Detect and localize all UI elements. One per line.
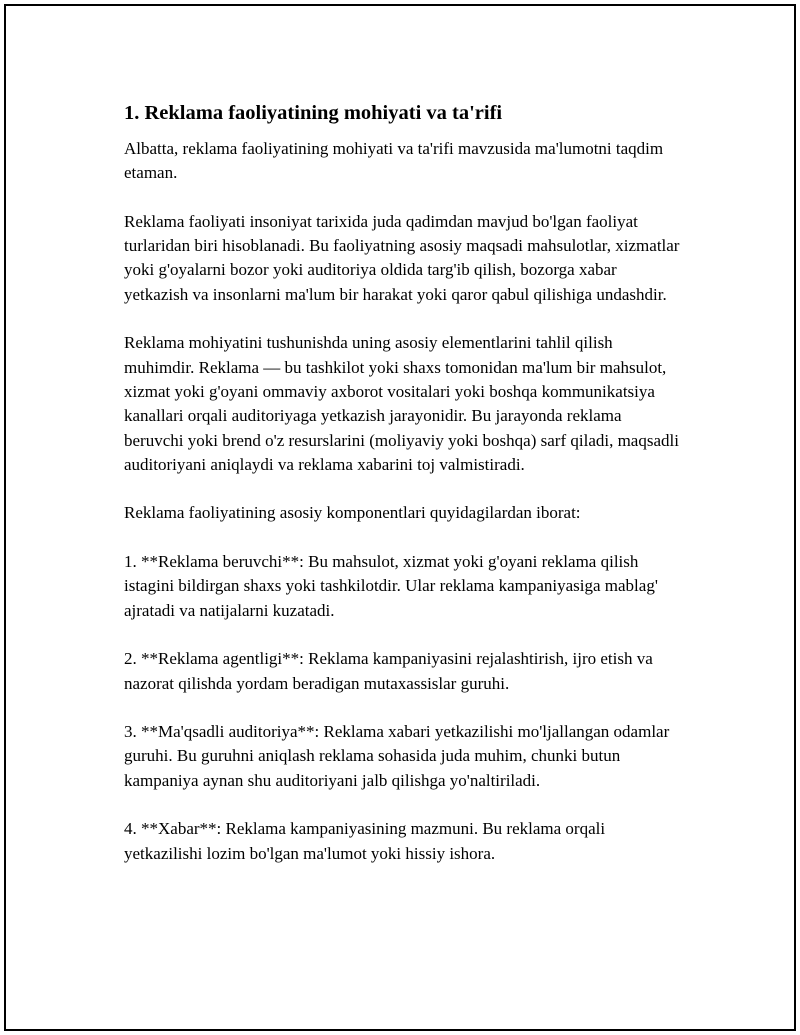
paragraph-components-intro: Reklama faoliyatining asosiy komponentlari quyidagilardan iborat: — [124, 503, 581, 523]
section-heading: 1. Reklama faoliyatining mohiyati va ta'rifi — [124, 102, 503, 124]
list-item-message: 4. **Xabar**: Reklama kampaniyasining mazmuni. Bu reklama orqali yetkazilishi lozim bo'lgan ma'lumot yoki hissiy ishora. — [124, 819, 606, 863]
page-frame — [4, 4, 796, 1031]
paragraph-intro: Albatta, reklama faoliyatining mohiyati va ta'rifi mavzusida ma'lumotni taqdim etaman. — [124, 139, 664, 183]
list-item-advertiser: 1. **Reklama beruvchi**: Bu mahsulot, xizmat yoki g'oyani reklama qilish istagini bildirgan shaxs yoki tashkilotdir. Ular reklama kampaniyasiga mablag' ajratadi va natijalarni kuzatadi. — [124, 552, 658, 620]
list-item-target-audience: 3. **Ma'qsadli auditoriya**: Reklama xabari yetkazilishi mo'ljallangan odamlar guruhi. Bu guruhni aniqlash reklama sohasida juda muhim, chunki butun kampaniya aynan shu auditoriyani jalb qilishga yo'naltiriladi. — [124, 722, 670, 790]
paragraph-essence: Reklama mohiyatini tushunishda uning asosiy elementlarini tahlil qilish muhimdir. Reklama — bu tashkilot yoki shaxs tomonidan ma'lum bir mahsulot, xizmat yoki g'oyani ommaviy axborot vositalari yoki boshqa kommunikatsiya kanallari orqali auditoriyaga yetkazish jarayonidir. Bu jarayonda reklama beruvchi yoki brend o'z resurslarini (moliyaviy yoki boshqa) sarf qiladi, maqsadli auditoriyani aniqlaydi va reklama xabarini toj valmistiradi. — [124, 333, 679, 474]
document-body — [124, 99, 684, 866]
paragraph-history: Reklama faoliyati insoniyat tarixida juda qadimdan mavjud bo'lgan faoliyat turlaridan biri hisoblanadi. Bu faoliyatning asosiy maqsadi mahsulotlar, xizmatlar yoki g'oyalarni bozor yoki auditoriya oldida targ'ib qilish, bozorga xabar yetkazish va insonlarni ma'lum bir harakat yoki qaror qabul qilishiga undashdir. — [124, 211, 680, 304]
list-item-agency: 2. **Reklama agentligi**: Reklama kampaniyasini rejalashtirish, ijro etish va nazorat qilishda yordam beradigan mutaxassislar guruhi. — [124, 649, 653, 693]
